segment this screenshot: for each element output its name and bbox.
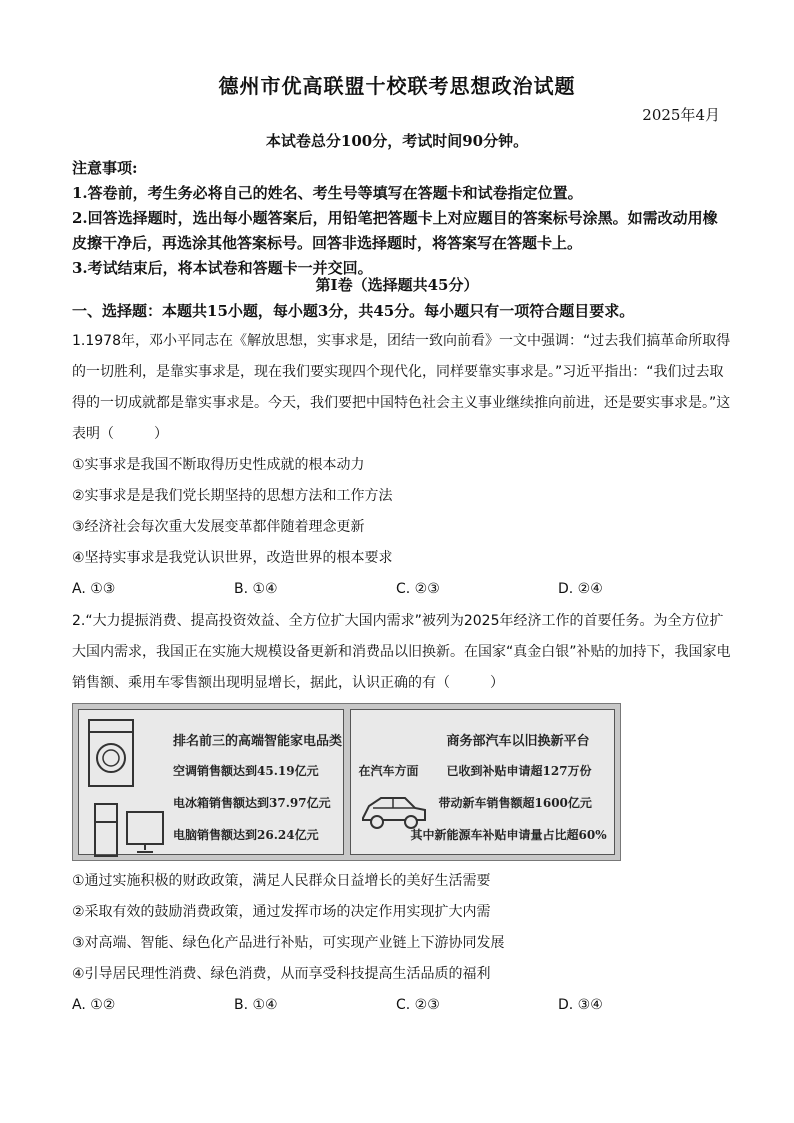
notes-block <box>72 156 732 281</box>
answer-b: B. ①④ <box>234 997 278 1013</box>
answer-d: D. ③④ <box>558 997 603 1013</box>
question-2-options <box>72 866 732 1021</box>
answer-c: C. ②③ <box>396 997 440 1013</box>
section-heading: 一、选择题：本题共15小题，每小题3分，共45分。每小题只有一项符合题目要求。 <box>72 302 635 320</box>
note-item: 3.考试结束后，将本试卷和答题卡一并交回。 <box>72 259 373 277</box>
answer-a: A. ①③ <box>72 581 116 597</box>
notes-heading: 注意事项: <box>72 159 138 177</box>
option: ④引导居民理性消费、绿色消费，从而享受科技提高生活品质的福利 <box>72 966 491 982</box>
option: ③经济社会每次重大发展变革都伴随着理念更新 <box>72 519 365 535</box>
vehicle-panel <box>350 709 616 855</box>
washing-machine-icon <box>87 718 135 788</box>
option: ④坚持实事求是我党认识世界，改造世界的根本要求 <box>72 550 393 566</box>
answer-choices <box>72 990 732 1021</box>
appliance-panel <box>78 709 344 855</box>
option: ①实事求是我国不断取得历史性成就的根本动力 <box>72 457 365 473</box>
option: ②实事求是是我们党长期坚持的思想方法和工作方法 <box>72 488 393 504</box>
question-stem: 1.1978年，邓小平同志在《解放思想，实事求是，团结一致向前看》一文中强调：“过去我们搞革命所取得的一切胜利，是靠实事求是，现在我们要实现四个现代化，同样要靠实事求是。”习近平指出：“我们过去取得的一切成就都是靠实事求是。今天，我们要把中国特色社会主义事业继续推向前进，还是要实事求是。”这表明（ ） <box>72 333 731 442</box>
option: ③对高端、智能、绿色化产品进行补贴，可实现产业链上下游协同发展 <box>72 935 505 951</box>
refrigerator-icon <box>93 802 119 858</box>
answer-b: B. ①④ <box>234 581 278 597</box>
exam-date: 2025年4月 <box>642 106 720 124</box>
vehicle-stat: 带动新车销售额超1600亿元 <box>438 796 592 810</box>
question-2-stem <box>72 606 732 699</box>
answer-c: C. ②③ <box>396 581 440 597</box>
appliance-stat: 空调销售额达到45.19亿元 <box>173 764 319 778</box>
exam-title: 德州市优高联盟十校联考思想政治试题 <box>218 74 576 98</box>
appliance-stat: 电脑销售额达到26.24亿元 <box>173 828 319 842</box>
answer-d: D. ②④ <box>558 581 603 597</box>
question-stem: 2.“大力提振消费、提高投资效益、全方位扩大国内需求”被列为2025年经济工作的首要任务。为全方位扩大国内需求，我国正在实施大规模设备更新和消费品以旧换新。在国家“真金白银”补贴的加持下，我国家电销售额、乘用车零售额出现明显增长，据此，认识正确的有（ ） <box>72 613 731 691</box>
option: ②采取有效的鼓励消费政策，通过发挥市场的决定作用实现扩大内需 <box>72 904 491 920</box>
note-item: 2.回答选择题时，选出每小题答案后，用铅笔把答题卡上对应题目的答案标号涂黑。如需改动用橡皮擦干净后，再选涂其他答案标号。回答非选择题时，将答案写在答题卡上。 <box>72 209 718 252</box>
appliance-stat: 电冰箱销售额达到37.97亿元 <box>173 796 331 810</box>
subsidy-figure <box>72 703 621 861</box>
vehicle-stat: 其中新能源车补贴申请量占比超60% <box>410 828 607 842</box>
answer-a: A. ①② <box>72 997 116 1013</box>
appliance-title: 排名前三的高端智能家电品类 <box>173 734 343 749</box>
vehicle-label: 在汽车方面 <box>358 764 419 778</box>
part-heading: 第Ⅰ卷（选择题共45分） <box>315 276 479 294</box>
monitor-icon <box>125 810 165 854</box>
question-1 <box>72 326 732 605</box>
exam-summary: 本试卷总分100分，考试时间90分钟。 <box>265 132 529 150</box>
note-item: 1.答卷前，考生务必将自己的姓名、考生号等填写在答题卡和试卷指定位置。 <box>72 184 583 202</box>
vehicle-title: 商务部汽车以旧换新平台 <box>446 734 590 749</box>
answer-choices <box>72 574 732 605</box>
vehicle-stat: 已收到补贴申请超127万份 <box>446 764 592 778</box>
option: ①通过实施积极的财政政策，满足人民群众日益增长的美好生活需要 <box>72 873 491 889</box>
